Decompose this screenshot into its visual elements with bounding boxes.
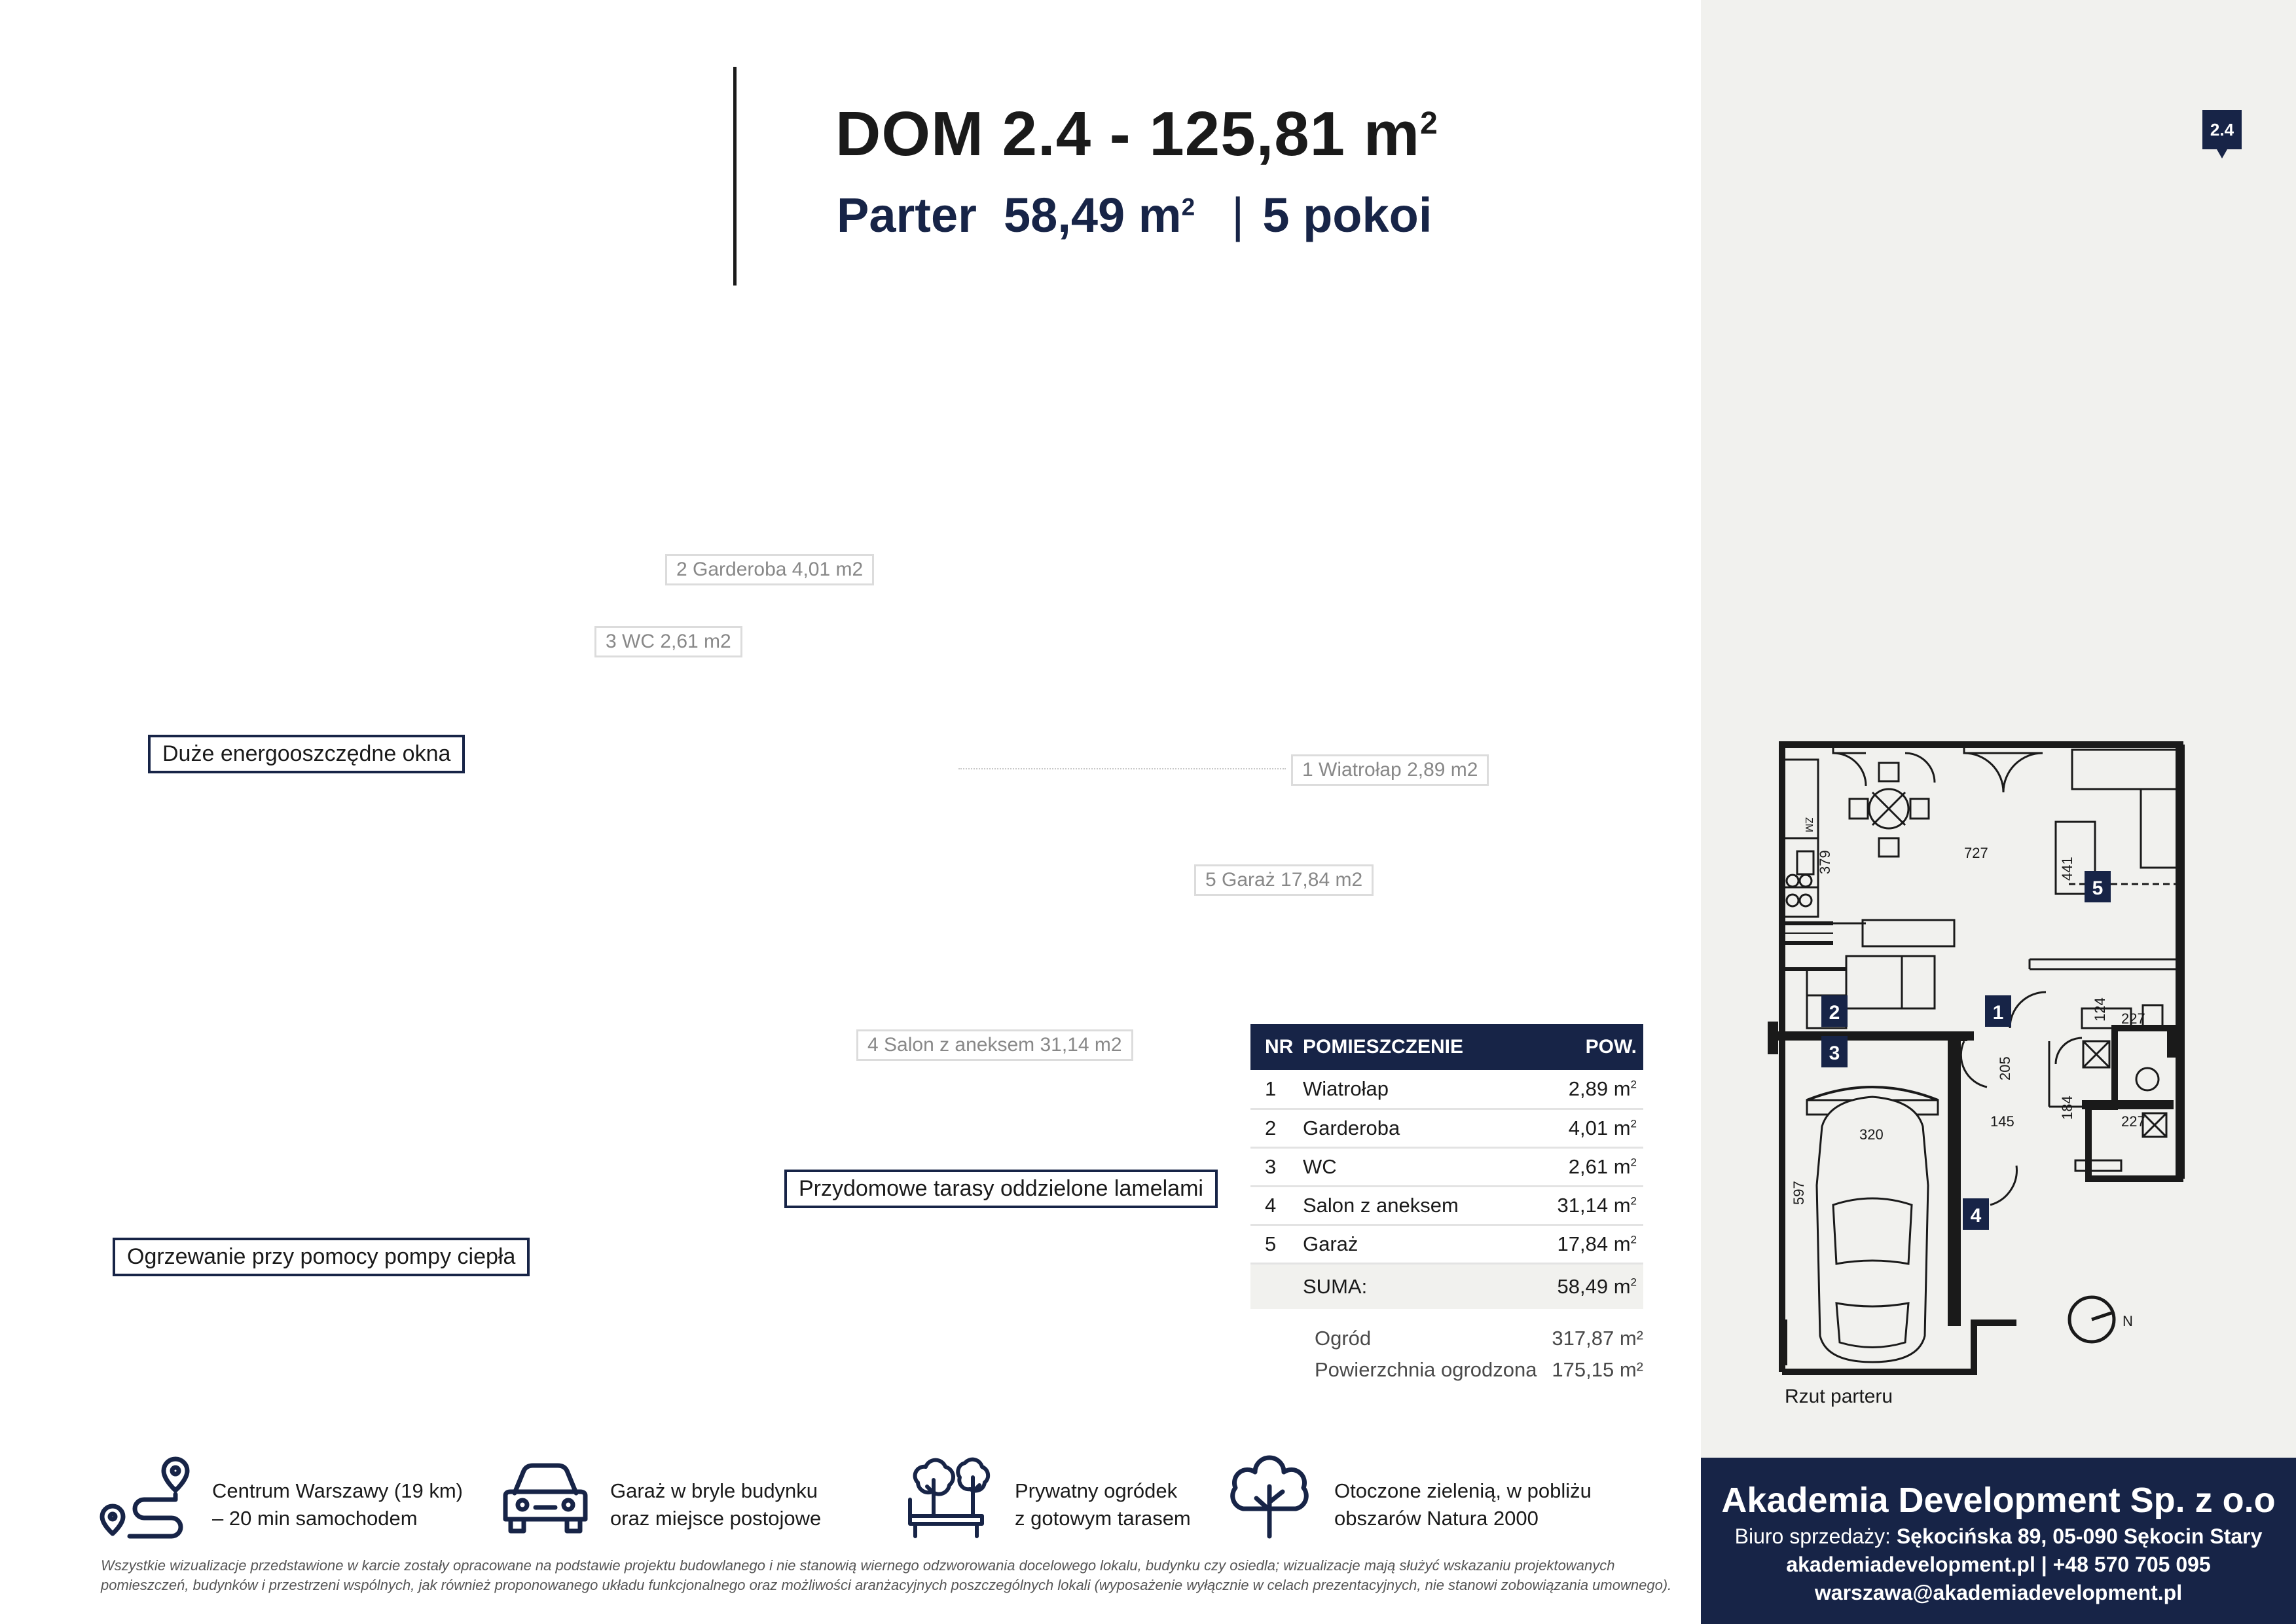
dim-379: 379 [1817, 850, 1833, 874]
room-label-garaz[interactable]: 5 Garaż 17,84 m2 [1194, 864, 1374, 896]
floor-area: 58,49 $m^2$ [1004, 188, 1195, 242]
dim-205: 205 [1997, 1056, 2013, 1080]
company-name: Akademia Development Sp. z o.o [1721, 1481, 2276, 1520]
marker-2: 2 [1829, 1002, 1840, 1024]
feature-label-okna[interactable]: Duże energooszczędne okna [148, 735, 465, 773]
header-divider [733, 67, 737, 286]
subtitle-separator: | [1231, 188, 1245, 242]
dim-227b: 227 [2121, 1113, 2145, 1130]
north-label: N [2123, 1313, 2133, 1329]
dim-124: 124 [2092, 997, 2108, 1022]
row-nr: 3 [1250, 1147, 1303, 1186]
amenity-garage: Garaż w bryle budynku oraz miejsce postojowe [496, 1454, 821, 1539]
row-name: WC [1303, 1147, 1524, 1186]
table-row [1250, 1225, 1643, 1263]
header-area: POW. [1524, 1024, 1643, 1070]
table-header-row [1250, 1024, 1643, 1070]
compass-icon [2069, 1297, 2133, 1342]
dim-184: 184 [2059, 1096, 2075, 1120]
row-area: 2,61 $m^2$ [1524, 1147, 1643, 1186]
row-area: 4,01 $m^2$ [1524, 1109, 1643, 1147]
extra-label: Ogród [1315, 1327, 1372, 1350]
table-row [1250, 1186, 1643, 1225]
office-address: Biuro sprzedaży: Sękocińska 89, 05-090 Sękocin Stary [1734, 1524, 2263, 1548]
extra-ogrodzona [1315, 1358, 1643, 1382]
dim-145: 145 [1990, 1113, 2014, 1130]
marker-4: 4 [1970, 1205, 1982, 1227]
table-row [1250, 1147, 1643, 1186]
feature-label-ogrzewanie[interactable]: Ogrzewanie przy pomocy pompy ciepła [113, 1238, 530, 1276]
row-nr: 2 [1250, 1109, 1303, 1147]
rooms-table [1250, 1024, 1643, 1309]
page-title: DOM 2.4 - 125,81 $m^2$ [835, 99, 1438, 169]
amenity-garden: Prywatny ogródek z gotowym tarasem [901, 1454, 1191, 1539]
garden-icon [901, 1454, 999, 1539]
row-name: Salon z aneksem [1303, 1186, 1524, 1225]
header-name: POMIESZCZENIE [1303, 1024, 1524, 1070]
amenity-location: Centrum Warszawy (19 km) – 20 min samochodem [98, 1454, 463, 1539]
floor-plan [1768, 733, 2213, 1375]
leader-line [958, 768, 1286, 769]
email-link[interactable]: warszawa@akademiadevelopment.pl [1814, 1581, 2183, 1604]
fridge-label: ZM [1803, 817, 1814, 833]
tree-icon [1220, 1454, 1319, 1539]
marker-5: 5 [2092, 877, 2104, 899]
sum-label: SUMA: [1303, 1263, 1524, 1309]
house-badge: 2.4 [2202, 110, 2242, 149]
dim-597: 597 [1791, 1181, 1807, 1205]
plan-caption: Rzut parteru [1785, 1386, 1893, 1407]
room-count: 5 pokoi [1262, 188, 1432, 242]
route-pin-icon [98, 1454, 196, 1539]
marker-3: 3 [1829, 1043, 1840, 1064]
extra-ogrod [1315, 1327, 1643, 1350]
disclaimer-text: Wszystkie wizualizacje przedstawione w karcie zostały opracowane na podstawie projektu budowlanego i nie stanowią wiernego odzworowania docelowego lokalu, budynku czy osiedla; wizualizacje mają służyć wskazaniu projektowanych pomieszczeń, budynków i przestrzeni wspólnych, jak również proponowanego układu funkcjonalnego oraz możliwości aranżacyjnych poszczególnych lokali (wyposażenie wyłącznie w celach prezentacyjnych, nie stanowi zobowiązania umownego). [101, 1557, 1672, 1593]
row-name: Wiatrołap [1303, 1070, 1524, 1109]
dim-441: 441 [2059, 857, 2075, 881]
feature-label-tarasy[interactable]: Przydomowe tarasy oddzielone lamelami [784, 1170, 1218, 1208]
row-name: Garaż [1303, 1225, 1524, 1263]
table-sum-row [1250, 1263, 1643, 1309]
sum-value: 58,49 $m^2$ [1524, 1263, 1643, 1309]
row-nr: 1 [1250, 1070, 1303, 1109]
table-row [1250, 1070, 1643, 1109]
amenity-nature: Otoczone zielenią, w pobliżu obszarów Natura 2000 [1220, 1454, 1592, 1539]
dim-727: 727 [1964, 845, 1988, 861]
marker-1: 1 [1992, 1002, 2004, 1024]
car-icon [496, 1454, 594, 1539]
page-subtitle [837, 187, 1432, 243]
website-phone[interactable]: akademiadevelopment.pl | +48 570 705 095 [1786, 1553, 2211, 1576]
row-nr: 4 [1250, 1186, 1303, 1225]
room-label-wc[interactable]: 3 WC 2,61 m2 [594, 626, 742, 657]
floor-name: Parter [837, 188, 977, 242]
row-area: 17,84 $m^2$ [1524, 1225, 1643, 1263]
dim-320: 320 [1859, 1126, 1884, 1143]
row-name: Garderoba [1303, 1109, 1524, 1147]
row-area: 31,14 $m^2$ [1524, 1186, 1643, 1225]
extra-label: Powierzchnia ogrodzona [1315, 1358, 1537, 1381]
table-row [1250, 1109, 1643, 1147]
extra-value: 317,87 m² [1552, 1327, 1643, 1350]
dim-227a: 227 [2121, 1010, 2145, 1027]
row-nr: 5 [1250, 1225, 1303, 1263]
room-label-garderoba[interactable]: 2 Garderoba 4,01 m2 [665, 554, 874, 585]
room-label-wiatrolap[interactable]: 1 Wiatrołap 2,89 m2 [1291, 754, 1489, 786]
contact-footer [1701, 1458, 2296, 1624]
row-area: 2,89 $m^2$ [1524, 1070, 1643, 1109]
extra-value: 175,15 m² [1552, 1358, 1643, 1381]
header-nr: NR [1250, 1024, 1303, 1070]
room-label-salon[interactable]: 4 Salon z aneksem 31,14 m2 [856, 1029, 1133, 1061]
